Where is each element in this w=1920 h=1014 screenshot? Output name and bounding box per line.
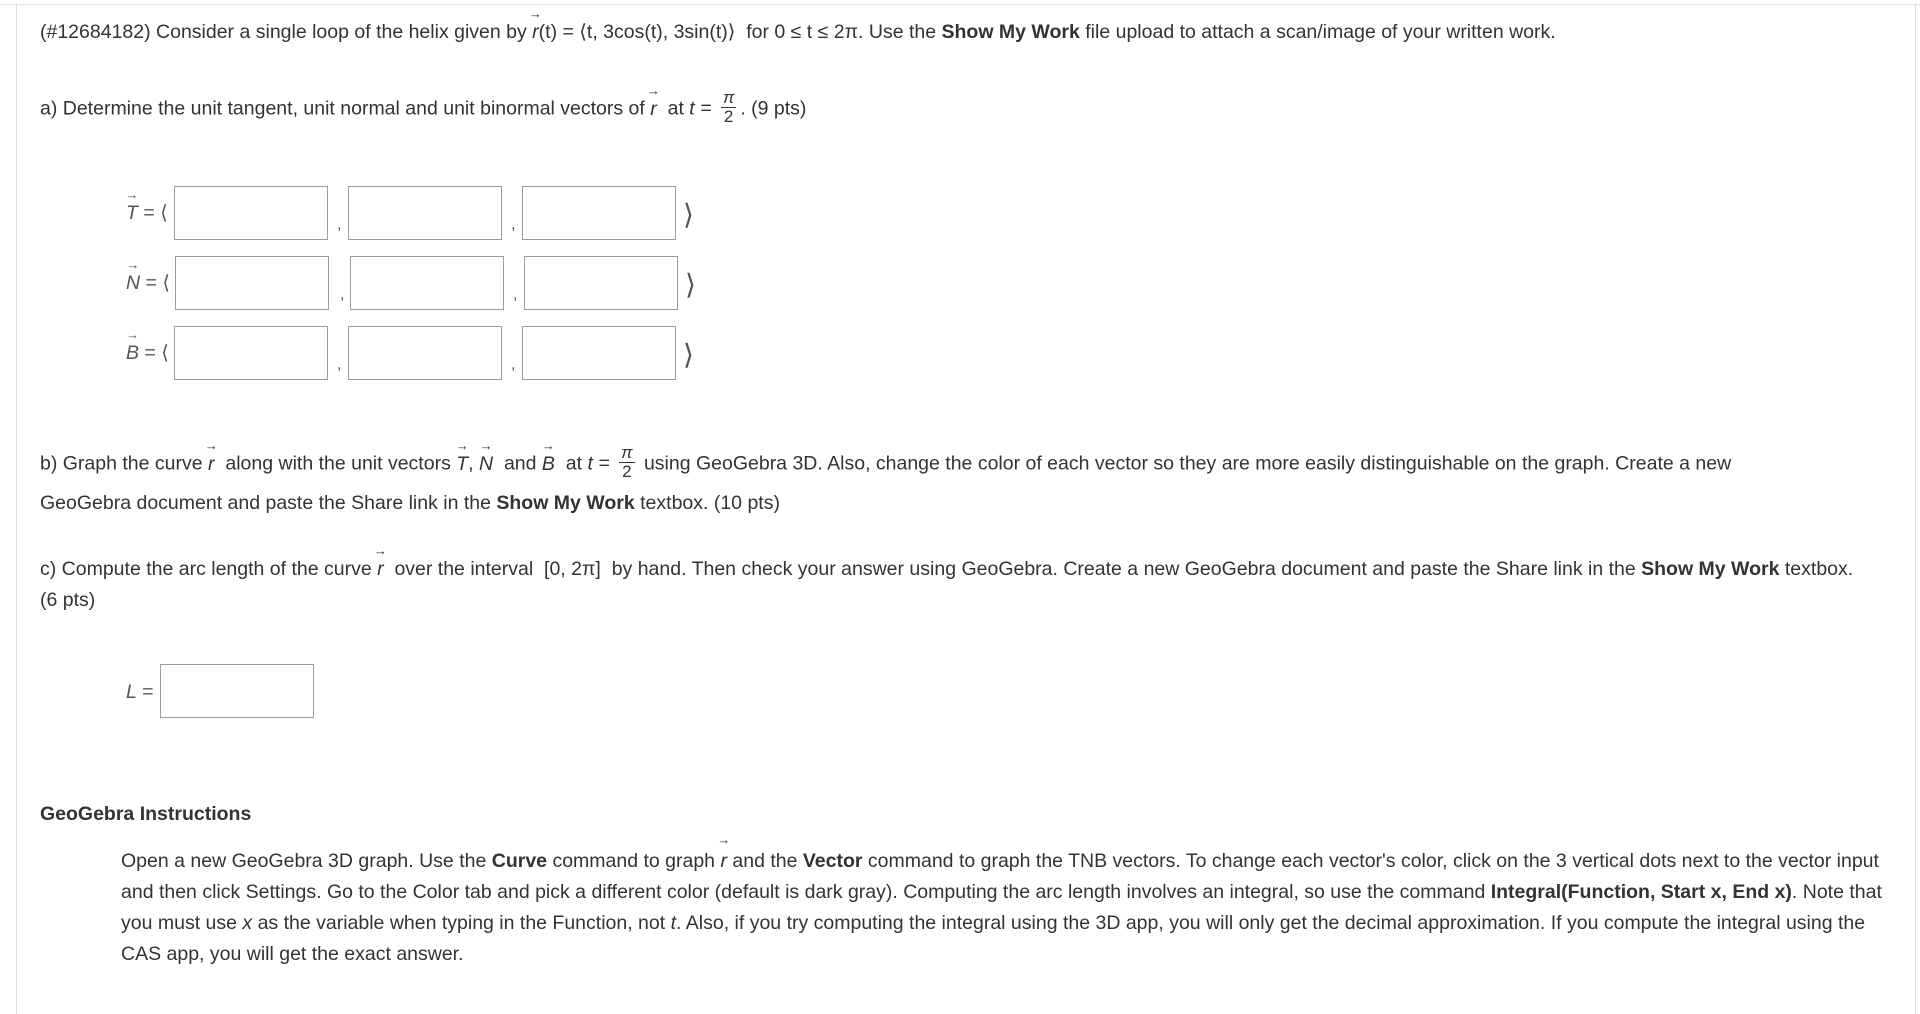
r-vector-symbol: → r	[528, 6, 542, 43]
n-vector-label: → N = ⟨	[126, 257, 170, 294]
curve-command: Curve	[491, 850, 548, 872]
comma: ,	[513, 286, 518, 303]
show-my-work-label: Show My Work	[496, 492, 635, 514]
show-my-work-label: Show My Work	[1641, 558, 1780, 580]
t-z-answer-input[interactable]	[522, 186, 676, 240]
close-bracket: ⟩	[683, 339, 694, 370]
t-symbol: → T	[125, 187, 139, 224]
show-my-work-label: Show My Work	[941, 21, 1080, 43]
n-y-answer-input[interactable]	[350, 256, 504, 310]
part-a-heading: a) Determine the unit tangent, unit normal and unit binormal vectors of → r at t = $\frac{\pi}{2}$ . (9 pts)	[40, 82, 807, 126]
r-vector-symbol: → r	[717, 832, 731, 872]
pi-over-2-fraction: $\frac{\pi}{2}$	[722, 88, 735, 126]
comma: ,	[511, 356, 516, 373]
comma: ,	[511, 216, 516, 233]
t-vector-label: → T = ⟨	[125, 187, 168, 224]
intro-text: Consider a single loop of the helix given by	[156, 21, 527, 43]
arc-length-label: L =	[126, 681, 154, 703]
b-z-answer-input[interactable]	[522, 326, 676, 380]
t-y-answer-input[interactable]	[348, 186, 502, 240]
t-x-answer-input[interactable]	[174, 186, 328, 240]
arc-length-answer-input[interactable]	[160, 664, 314, 718]
b-x-answer-input[interactable]	[174, 326, 328, 380]
instructions-heading: GeoGebra Instructions	[40, 803, 252, 825]
comma: ,	[337, 216, 342, 233]
b-y-answer-input[interactable]	[348, 326, 502, 380]
problem-id: (#12684182)	[40, 21, 151, 43]
problem-statement: (#12684182) Consider a single loop of the helix given by → r(t) = ⟨t, 3cos(t), 3sin(t)⟩ for 0 ≤ t ≤ 2π. Use the Show My Work file upload to attach a scan/image of your written work.	[40, 6, 1556, 43]
b-symbol: → B	[541, 437, 555, 475]
vector-command: Vector	[802, 850, 863, 872]
n-z-answer-input[interactable]	[524, 256, 678, 310]
close-bracket: ⟩	[683, 199, 694, 230]
comma: ,	[340, 286, 345, 303]
n-symbol: → N	[126, 257, 141, 294]
integral-command: Integral(Function, Start x, End x)	[1490, 881, 1792, 903]
r-vector-symbol: → r	[204, 437, 218, 475]
interval-text: [0, 2π]	[544, 558, 601, 580]
comma: ,	[337, 356, 342, 373]
part-c-line-1: c) Compute the arc length of the curve → r over the interval [0, 2π] by hand. Then check your answer using GeoGebra. Create a new GeoGebra document and paste the Share link in the Show My Work textbox.	[40, 543, 1854, 580]
r-vector-symbol: → r	[647, 82, 660, 120]
t-symbol: → T	[455, 437, 469, 475]
n-symbol: → N	[479, 437, 494, 475]
part-b-line-2: GeoGebra document and paste the Share link in the Show My Work textbox. (10 pts)	[40, 492, 780, 514]
domain-text: for 0 ≤ t ≤ 2π	[746, 21, 859, 43]
r-vector-symbol: → r	[373, 543, 387, 580]
b-vector-label: → B = ⟨	[126, 327, 169, 364]
instructions-body: Open a new GeoGebra 3D graph. Use the Curve command to graph → r and the Vector command to graph the TNB vectors. To change each vector's color, click on the 3 vertical dots next to the vector input and then click Settings. Go to the Color tab and pick a different color (default is dark gray). Computing the arc length involves an integral, so use the command Integral(Function, Start x, End x). Note that you must use x as the variable when typing in the Function, not t. Also, if you try computing the integral using the 3D app, you will only get the decimal approximation. If you compute the integral using the CAS app, you will get the exact answer.	[121, 832, 1882, 965]
r-definition: (t) = ⟨t, 3cos(t), 3sin(t)⟩	[538, 21, 736, 43]
pi-over-2-fraction: $\frac{\pi}{2}$	[621, 443, 633, 481]
close-bracket: ⟩	[685, 269, 696, 300]
b-symbol: → B	[126, 327, 140, 364]
n-x-answer-input[interactable]	[175, 256, 329, 310]
part-c-line-2: (6 pts)	[40, 589, 96, 611]
part-b-line-1: b) Graph the curve → r along with the unit vectors → T, → N and → B at t = $\frac{\pi}{2}$ using GeoGebra 3D. Also, change the color of each vector so they are more easily distinguishable on the graph. Create a new	[40, 437, 1732, 481]
